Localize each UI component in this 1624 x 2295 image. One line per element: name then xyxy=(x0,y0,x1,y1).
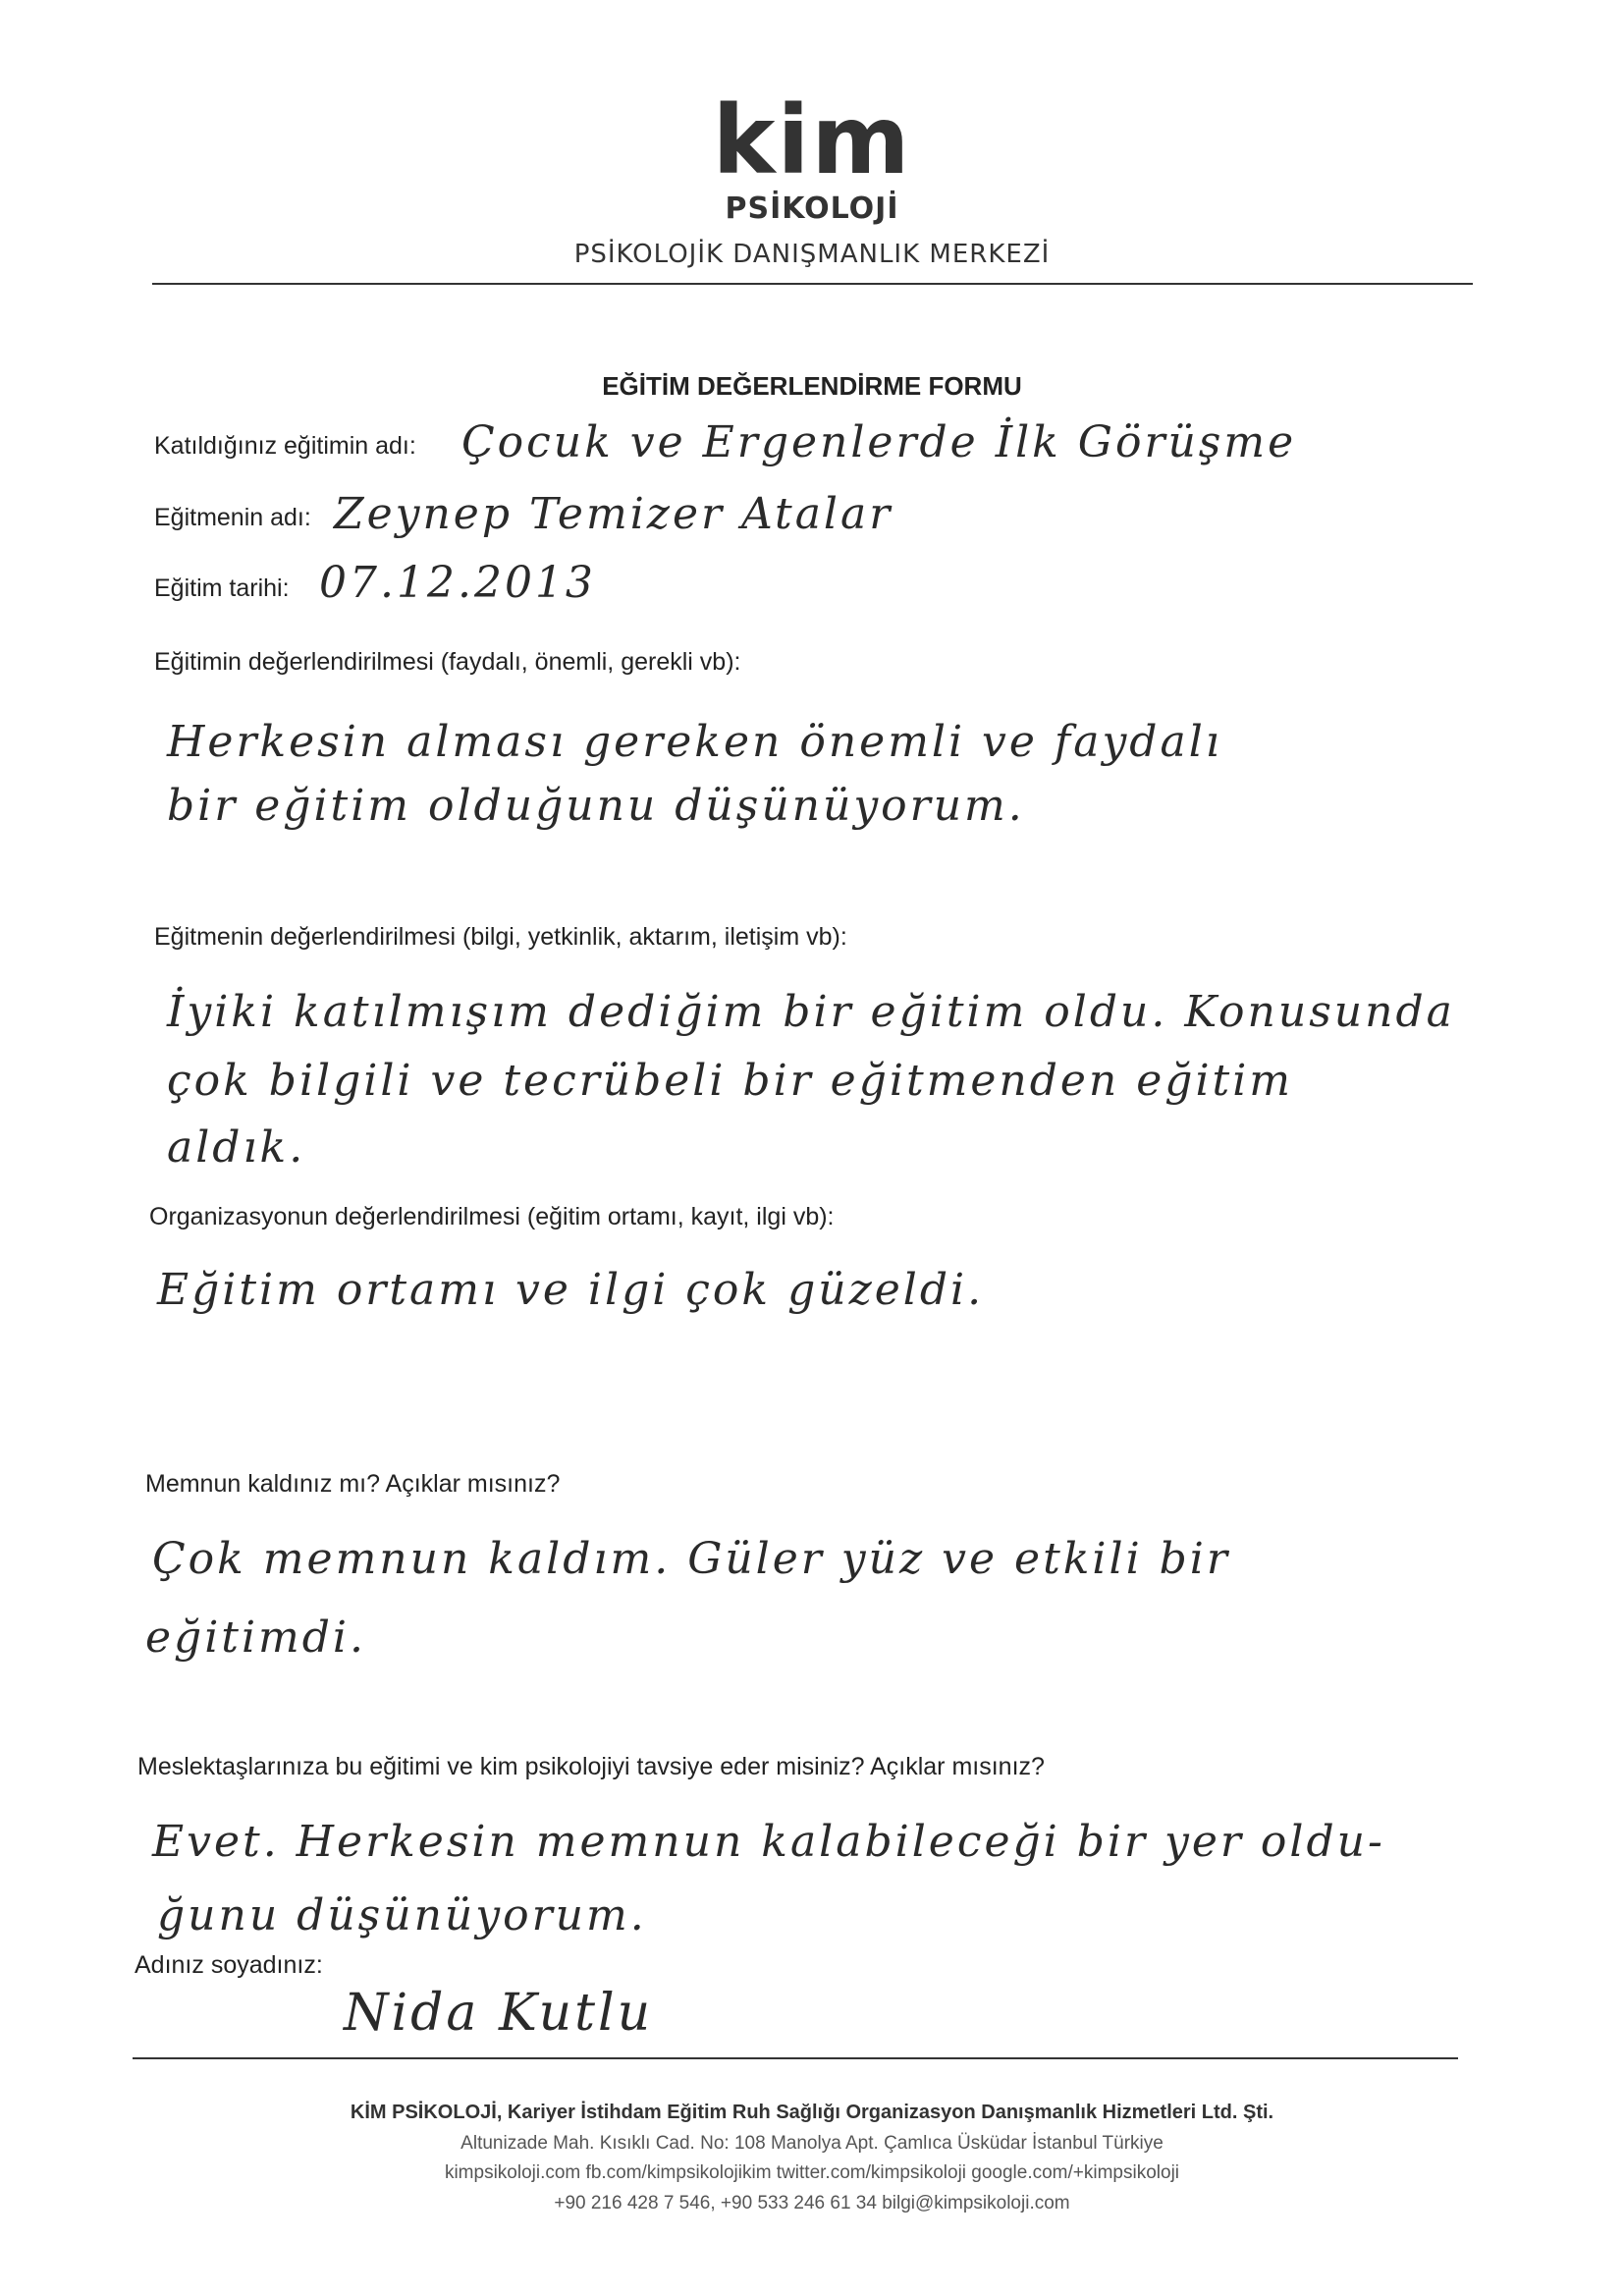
trainer-evaluation-line-3: aldık. xyxy=(167,1122,306,1173)
training-date-label: Eğitim tarihi: xyxy=(154,574,290,602)
footer-divider xyxy=(133,2057,1458,2059)
organization-evaluation-label: Organizasyonun değerlendirilmesi (eğitim ortamı, kayıt, ilgi vb): xyxy=(149,1203,835,1230)
recommendation-line-1: Evet. Herkesin memnun kalabileceği bir yer oldu- xyxy=(152,1817,1385,1867)
trainer-name-label: Eğitmenin adı: xyxy=(154,504,311,531)
organization-evaluation-line-1: Eğitim ortamı ve ilgi çok güzeldi. xyxy=(157,1265,985,1315)
recommendation-label: Meslektaşlarınıza bu eğitimi ve kim psikolojiyi tavsiye eder misiniz? Açıklar mısınız? xyxy=(137,1753,1045,1780)
training-name-label: Katıldığınız eğitimin adı: xyxy=(154,432,416,460)
footer-web: kimpsikoloji.com fb.com/kimpsikolojikim twitter.com/kimpsikoloji google.com/+kimpsikoloji xyxy=(444,2162,1180,2183)
training-evaluation-line-2: bir eğitim olduğunu düşünüyorum. xyxy=(167,781,1025,831)
footer-address: Altunizade Mah. Kısıklı Cad. No: 108 Manolya Apt. Çamlıca Üsküdar İstanbul Türkiye xyxy=(460,2133,1164,2154)
trainer-evaluation-line-2: çok bilgili ve tecrübeli bir eğitmenden eğitim xyxy=(167,1056,1294,1106)
satisfaction-line-2: eğitimdi. xyxy=(145,1612,366,1663)
header-divider xyxy=(152,283,1473,285)
training-evaluation-line-1: Herkesin alması gereken önemli ve faydalı xyxy=(167,717,1222,767)
trainer-evaluation-line-1: İyiki katılmışım dediğim bir eğitim oldu. Konusunda xyxy=(167,987,1455,1037)
training-evaluation-label: Eğitimin değerlendirilmesi (faydalı, önemli, gerekli vb): xyxy=(154,648,741,676)
trainer-evaluation-label: Eğitmenin değerlendirilmesi (bilgi, yetkinlik, aktarım, iletişim vb): xyxy=(154,923,847,951)
form-title: EĞİTİM DEĞERLENDİRME FORMU xyxy=(602,371,1022,401)
footer-contact: +90 216 428 7 546, +90 533 246 61 34 bilgi@kimpsikoloji.com xyxy=(554,2193,1070,2213)
trainer-name-value: Zeynep Temizer Atalar xyxy=(334,489,893,539)
header-logo xyxy=(0,85,1624,269)
logo-subtitle: PSİKOLOJİ xyxy=(725,191,899,226)
logo-mark: kim xyxy=(712,85,912,195)
satisfaction-label: Memnun kaldınız mı? Açıklar mısınız? xyxy=(145,1470,561,1498)
full-name-value: Nida Kutlu xyxy=(344,1984,654,2043)
training-date-value: 07.12.2013 xyxy=(319,558,596,608)
satisfaction-line-1: Çok memnun kaldım. Güler yüz ve etkili bir xyxy=(152,1534,1230,1584)
tagline: PSİKOLOJİK DANIŞMANLIK MERKEZİ xyxy=(573,240,1051,269)
training-name-value: Çocuk ve Ergenlerde İlk Görüşme xyxy=(461,417,1297,467)
full-name-label: Adınız soyadınız: xyxy=(135,1951,323,1979)
footer-company: KİM PSİKOLOJİ, Kariyer İstihdam Eğitim Ruh Sağlığı Organizasyon Danışmanlık Hizmetleri Ltd. Şti. xyxy=(350,2102,1274,2123)
recommendation-line-2: ğunu düşünüyorum. xyxy=(157,1890,647,1940)
